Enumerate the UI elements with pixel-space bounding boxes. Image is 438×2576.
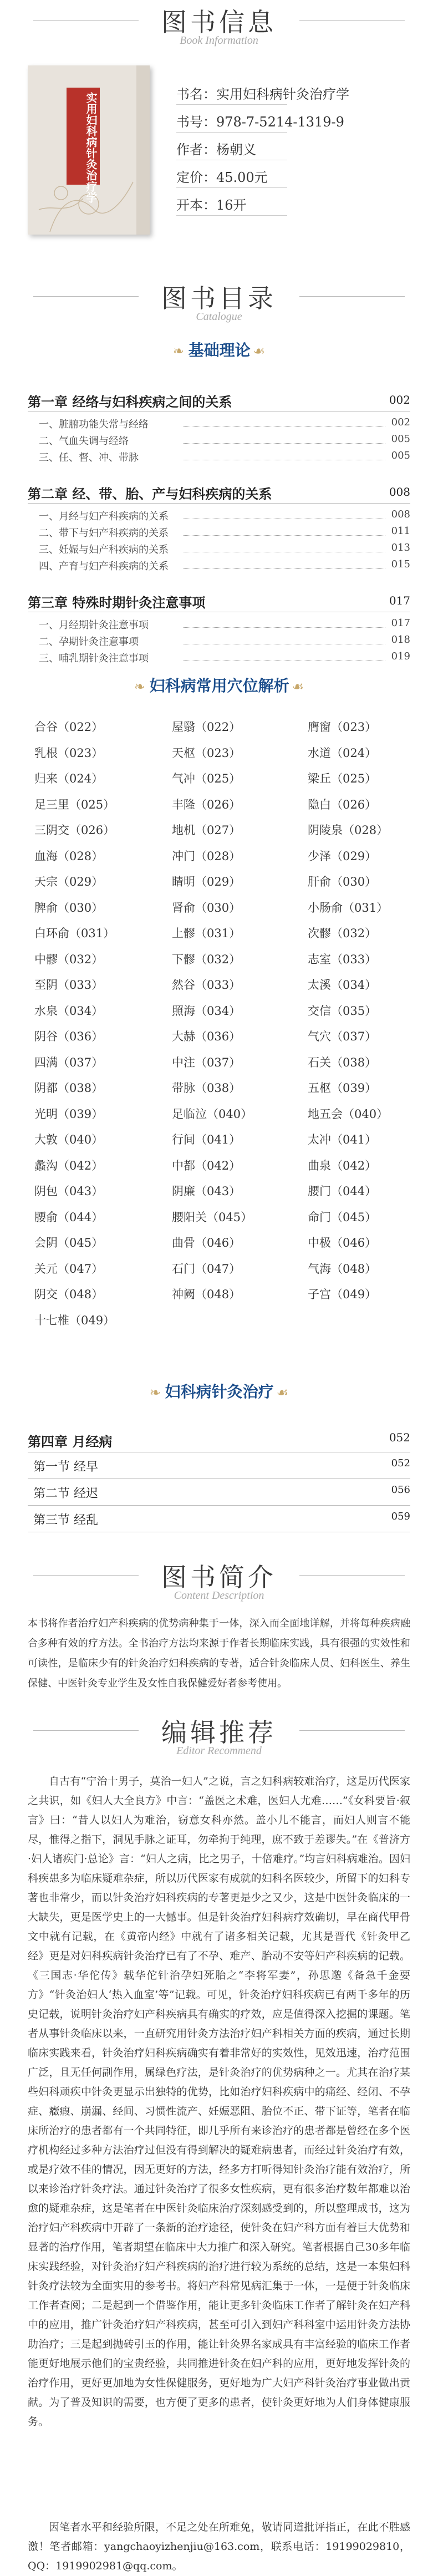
acupoint-entry: 命门（045） <box>308 1210 377 1224</box>
badge-ornament-left: ❧ <box>172 343 189 359</box>
toc-item-page: 015 <box>391 558 410 570</box>
acupoint-entry: 照海（034） <box>172 1004 241 1018</box>
part2-badge: 妇科病常用穴位解析 <box>149 677 289 695</box>
toc-item-title: 二、气血失调与经络 <box>39 435 129 447</box>
toc-chapter <box>28 483 410 502</box>
acupoint-entry: 气海（048） <box>308 1262 377 1276</box>
acupoint-entry: 曲骨（046） <box>172 1236 241 1249</box>
toc-dot-leader <box>183 535 385 536</box>
info-format: 开本：16开 <box>176 197 247 213</box>
badge-ornament-left: ❧ <box>134 679 150 694</box>
acupoint-entry: 血海（028） <box>34 849 104 863</box>
recommend-paragraph-2: 因笔者水平和经验所限，不足之处在所难免，敬请同道批评指正，在此不胜感激！笔者邮箱：yangchaoyizhenjiu@163.com，联系电话：19199029810，QQ：1919902981@qq.com。 <box>28 2521 410 2572</box>
recommend-paragraph-1: 自古有“宁治十男子，莫治一妇人”之说，言之妇科病较难治疗，这是历代医家之共识，如《妇人大全良方》中言：“盖医之术难，医妇人尤难……”《女科要旨·叙言》曰：“昔人以妇人为难治，窃意女科亦然。盖小儿不能言，而妇人则言不能尽，惟得之指下，洞见手脉之证耳，勿牵拘于纯理，庶不致于差谬失。”在《普济方·妇人诸疾门·总论》言：“妇人之病，比之男子，十倍难疗。”均言妇科病难治。因妇科疾患多为临床疑难杂症，所以历代医家有成就的妇科名医较少，所留下的妇科专著也非常少，而以针灸治疗妇科疾病的专著更是少之又少，这是中医针灸临床的一大缺失，更是医学史上的一大憾事。但是针灸治疗妇科病疗效确切，早在商代甲骨文中就有记载，在《黄帝内经》中就有了诸多相关记载，尤其是晋代《针灸甲乙经》更是对妇科疾病针灸治疗已有了不孕、难产、胎动不安等妇产科疾病的记载。《三国志·华佗传》载华佗针治孕妇死胎之“李将军妻”，孙思邈《备急千金要方》“针灸治妇人‘热入血室’等”记载。可见，针灸治疗妇科疾病已有两千多年的历史记载，说明针灸治疗妇产科疾病具有确实的疗效，应是值得深入挖掘的课题。笔者从事针灸临床以来，一直研究用针灸方法治疗妇产科相关方面的疾病，通过长期临床实践来看，针灸治疗妇科疾病确实有着非常好的实效性，见效迅速，治疗范围广泛，且无任何副作用，属绿色疗法，是针灸治疗的优势病种之一。尤其在治疗某些妇科顽疾中针灸更显示出独特的优势，比如治疗妇科疾病中的痛经、经闭、不孕症、癥瘕、崩漏、经间、习惯性流产、妊娠恶阻、胎位不正、带下证等，笔者在临床所治疗的患者都有一个共同特征，即几乎所有来诊治疗的患者都是曾经在多个医疗机构经过多种方法治疗过但没有得到解决的疑难病患者，而经过针灸治疗有效，或是疗效不佳的情况，因无更好的方法，经多方打听得知针灸治疗能有效治疗，所以来诊治疗针灸疗法。通过针灸治疗了很多女性疾病，更有很多治疗数年都难以治愈的疑难杂症，这是笔者在中医针灸临床治疗深刻感受到的，所以整理成书，这为治疗妇产科疾病中开辟了一条新的治疗途径，使针灸在妇产科方面有着巨大优势和显著的治疗作用，笔者期望在临床中大力推广和深入研究。笔者根据自己30多年临床实践经验，对针灸治疗妇产科疾病的治疗进行较为系统的总结，这是一本集妇科针灸疗法较为全面实用的参考书。将妇产科常见病汇集于一体，一是便于针灸临床工作者查阅；二是起到一个借鉴作用，能让更多针灸临床工作者了解针灸在妇产科中的应用，推广针灸治疗妇产科疾病，甚至可引入到妇产科科室中运用针灸方法协助治疗；三是起到抛砖引玉的作用，能让针灸界名家成具有丰富经验的临床工作者能更好地展示他们的宝贵经验，共同推进针灸在妇产科的应用，更好地发挥针灸的治疗作用，更好更加地为女性保健服务，更好地为广大妇产科针灸治疗事业做出贡献。为了普及知识的需要，也方便了更多的患者，使针灸更好地为人们身体健康服务。 <box>28 1775 410 2428</box>
toc-item-page: 005 <box>391 433 410 445</box>
acupoint-entry: 白环俞（031） <box>34 927 115 940</box>
toc-chapter-title: 第二章 经、带、胎、产与妇科疾病的关系 <box>28 486 272 502</box>
acupoint-entry: 带脉（038） <box>172 1081 241 1095</box>
toc-chapter-page: 002 <box>389 393 410 407</box>
info-underline-4 <box>176 187 287 188</box>
part1-badge-wrap <box>0 338 438 360</box>
part2-badge-wrap <box>0 674 438 696</box>
toc-chapter <box>28 592 410 611</box>
toc-rule <box>28 1478 410 1479</box>
toc-item <box>39 416 410 431</box>
part1-badge: 基础理论 <box>188 341 251 359</box>
acupoint-entry: 阴交（048） <box>34 1288 104 1301</box>
toc-item-page: 002 <box>391 416 410 428</box>
acupoint-entry: 五枢（039） <box>308 1081 377 1095</box>
toc-item-title: 一、脏腑功能失常与经络 <box>39 419 149 430</box>
acupoint-entry: 阴陵泉（028） <box>308 824 389 837</box>
acupoint-entry: 太溪（034） <box>308 978 377 992</box>
info-isbn: 书号：978-7-5214-1319-9 <box>176 114 344 130</box>
acupoint-entry: 地机（027） <box>172 824 241 837</box>
badge-ornament-right: ☙ <box>276 1385 289 1400</box>
toc-chapter-title: 第一章 经络与妇科疾病之间的关系 <box>28 394 232 410</box>
info-underline-1 <box>176 104 287 105</box>
toc-item-page: 017 <box>391 617 410 629</box>
acupoint-entry: 大敦（040） <box>34 1133 104 1146</box>
toc-entry-title: 第二节 经迟 <box>33 1487 98 1501</box>
info-underline-5 <box>176 215 287 216</box>
toc-item <box>39 651 410 665</box>
acupoint-entry: 水道（024） <box>308 746 377 760</box>
toc-chapter <box>28 1431 410 1450</box>
info-author: 作者：杨朝义 <box>176 142 256 157</box>
toc-entry-title: 第三节 经乱 <box>33 1513 98 1527</box>
toc-item <box>39 617 410 632</box>
toc-dot-leader <box>183 627 385 628</box>
toc-item <box>39 558 410 573</box>
acupoint-entry: 足三里（025） <box>34 797 115 811</box>
acupoint-entry: 关元（047） <box>34 1262 104 1276</box>
toc-entry-page: 056 <box>391 1484 410 1496</box>
brief-title: 图书简介 <box>161 1562 277 1592</box>
toc-section <box>33 1484 410 1501</box>
acupoint-entry: 下髎（032） <box>172 952 241 966</box>
toc-entry-title: 第一节 经早 <box>33 1460 98 1474</box>
toc-section <box>33 1457 410 1475</box>
toc-title: 图书目录 <box>161 283 277 313</box>
acupoint-entry: 中髎（032） <box>34 952 104 966</box>
recommend-title: 编辑推荐 <box>161 1718 277 1747</box>
acupoint-entry: 地五会（040） <box>308 1107 389 1121</box>
acupoint-entry: 阴谷（036） <box>34 1030 104 1043</box>
acupoint-entry: 乳根（023） <box>34 746 104 760</box>
toc-chapter-page: 017 <box>389 594 410 607</box>
acupoint-entry: 足临泣（040） <box>172 1107 253 1121</box>
toc-item-title: 三、任、督、冲、带脉 <box>39 452 139 464</box>
toc-item-page: 011 <box>391 525 410 537</box>
badge-ornament-right: ☙ <box>253 343 266 359</box>
toc-item-page: 018 <box>391 634 410 646</box>
acupoint-entry: 大赫（036） <box>172 1030 241 1043</box>
toc-item-title: 一、月经与妇产科疾病的关系 <box>39 511 169 522</box>
acupoint-entry: 隐白（026） <box>308 797 377 811</box>
toc-item-page: 008 <box>391 509 410 520</box>
acupoint-entry: 梁丘（025） <box>308 772 377 785</box>
acupoint-entry: 光明（039） <box>34 1107 104 1121</box>
acupoint-entry: 肝俞（030） <box>308 875 377 888</box>
badge-ornament-left: ❧ <box>149 1385 165 1400</box>
toc-subtitle: Catalogue <box>196 311 242 323</box>
acupoint-entry: 志室（033） <box>308 952 377 966</box>
toc-item-page: 013 <box>391 542 410 553</box>
acupoint-entry: 次髎（032） <box>308 927 377 940</box>
toc-item <box>39 542 410 556</box>
toc-item <box>39 450 410 464</box>
acupoint-entry: 行间（041） <box>172 1133 241 1146</box>
acupoint-entry: 中注（037） <box>172 1055 241 1069</box>
acupoint-entry: 中都（042） <box>172 1159 241 1172</box>
acupoint-entry: 蠡沟（042） <box>34 1159 104 1172</box>
recommend-subtitle: Editor Recommend <box>176 1745 262 1757</box>
acupoint-entry: 阴包（043） <box>34 1185 104 1198</box>
acupoint-entry: 腰俞（044） <box>34 1210 104 1224</box>
toc-entry-page: 052 <box>389 1431 410 1444</box>
book-cover <box>28 65 150 235</box>
toc-entry-page: 052 <box>391 1457 410 1469</box>
book-info-subtitle: Book Information <box>180 34 258 47</box>
part3-badge: 妇科病针灸治疗 <box>165 1383 274 1401</box>
acupoint-entry: 子宫（049） <box>308 1288 377 1301</box>
toc-entry-title: 第四章 月经病 <box>28 1434 113 1450</box>
info-underline-2 <box>176 132 287 133</box>
toc-dot-leader <box>183 660 385 661</box>
acupoint-entry: 水泉（034） <box>34 1004 104 1018</box>
acupoint-entry: 丰隆（026） <box>172 797 241 811</box>
acupoint-entry: 屋翳（022） <box>172 720 241 734</box>
brief-subtitle: Content Description <box>174 1589 264 1602</box>
acupoint-entry: 睛明（029） <box>172 875 241 888</box>
acupoint-entry: 至阴（033） <box>34 978 104 992</box>
acupoint-entry: 膺窗（023） <box>308 720 377 734</box>
toc-dot-leader <box>183 568 385 569</box>
acupoint-entry: 气穴（037） <box>308 1030 377 1043</box>
toc-dot-leader <box>183 426 385 427</box>
acupoint-entry: 太冲（041） <box>308 1133 377 1146</box>
acupoint-entry: 交信（035） <box>308 1004 377 1018</box>
acupoint-entry: 石门（047） <box>172 1262 241 1276</box>
acupoint-entry: 肾俞（030） <box>172 901 241 914</box>
acupoint-entry: 气冲（025） <box>172 772 241 785</box>
acupoint-entry: 天枢（023） <box>172 746 241 760</box>
part3-badge-wrap <box>0 1380 438 1402</box>
acupoint-entry: 十七椎（049） <box>34 1313 115 1327</box>
toc-item-page: 005 <box>391 450 410 461</box>
acupoint-entry: 阴都（038） <box>34 1081 104 1095</box>
toc-chapter <box>28 391 410 410</box>
toc-item <box>39 525 410 540</box>
toc-section <box>33 1511 410 1528</box>
acupoint-entry: 曲泉（042） <box>308 1159 377 1172</box>
acupoint-entry: 天宗（029） <box>34 875 104 888</box>
toc-item-title: 三、哺乳期针灸注意事项 <box>39 653 149 664</box>
acupoint-entry: 腰门（044） <box>308 1185 377 1198</box>
toc-item-title: 二、带下与妇产科疾病的关系 <box>39 527 169 539</box>
info-price: 定价：45.00元 <box>176 170 268 185</box>
toc-item-title: 四、产育与妇产科疾病的关系 <box>39 561 169 572</box>
acupoint-entry: 合谷（022） <box>34 720 104 734</box>
book-info-title: 图书信息 <box>161 7 277 37</box>
acupoint-entry: 少泽（029） <box>308 849 377 863</box>
toc-item <box>39 433 410 448</box>
acupoint-entry: 冲门（028） <box>172 849 241 863</box>
acupoint-entry: 三阴交（026） <box>34 824 115 837</box>
toc-chapter-page: 008 <box>389 485 410 499</box>
toc-item-title: 三、妊娠与妇产科疾病的关系 <box>39 544 169 556</box>
info-title: 书名：实用妇科病针灸治疗学 <box>176 87 349 102</box>
acupoint-entry: 小肠俞（031） <box>308 901 389 914</box>
toc-item-title: 一、月经期针灸注意事项 <box>39 619 149 631</box>
acupoint-entry: 然谷（033） <box>172 978 241 992</box>
acupoint-entry: 归来（024） <box>34 772 104 785</box>
acupoint-entry: 神阙（048） <box>172 1288 241 1301</box>
cover-title: 实用妇科病针灸治疗学 <box>84 92 98 203</box>
acupoint-entry: 阴廉（043） <box>172 1185 241 1198</box>
toc-dot-leader <box>183 443 385 444</box>
toc-item-title: 二、孕期针灸注意事项 <box>39 636 139 648</box>
toc-rule <box>28 1505 410 1506</box>
acupoint-entry: 石关（038） <box>308 1055 377 1069</box>
acupoint-entry: 脾俞（030） <box>34 901 104 914</box>
acupoint-entry: 上髎（031） <box>172 927 241 940</box>
toc-rule <box>28 503 410 504</box>
brief-text: 本书将作者治疗妇产科疾病的优势病种集于一体，深入而全面地详解，并将每种疾病融合多种有效的疗方法。全书治疗方法均来源于作者长期临床实践，具有很强的实效性和可读性，是临床少有的针灸治疗妇科疾病的专著，适合针灸临床人员、妇科医生、养生保健、中医针灸专业学生及女性自我保健爱好者参考使用。 <box>28 1618 410 1689</box>
acupoint-entry: 中极（046） <box>308 1236 377 1249</box>
toc-item <box>39 634 410 648</box>
acupoint-entry: 四满（037） <box>34 1055 104 1069</box>
acupoint-entry: 腰阳关（045） <box>172 1210 253 1224</box>
acupoint-entry: 会阴（045） <box>34 1236 104 1249</box>
badge-ornament-right: ☙ <box>292 679 304 694</box>
toc-entry-page: 059 <box>391 1511 410 1522</box>
toc-item <box>39 509 410 523</box>
toc-item-page: 019 <box>391 651 410 662</box>
toc-chapter-title: 第三章 特殊时期针灸注意事项 <box>28 595 206 611</box>
cover-spine <box>136 65 150 235</box>
